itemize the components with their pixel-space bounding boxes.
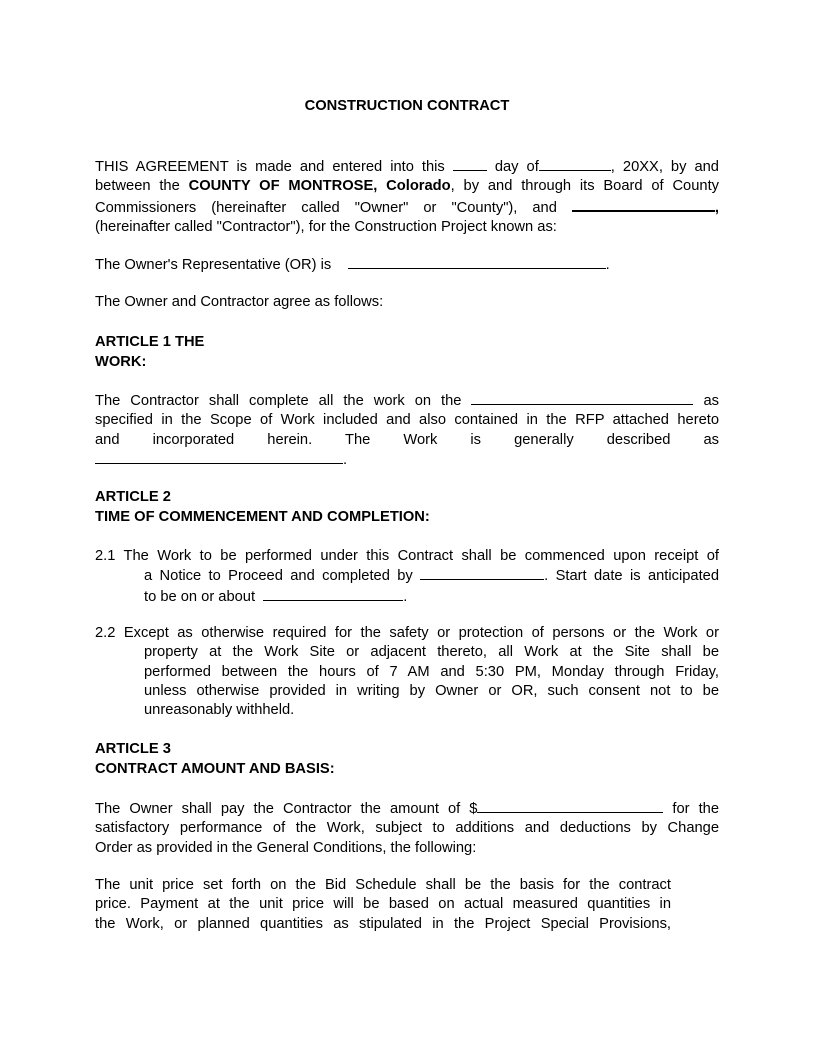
c22-line-3: performed between the hours of 7 AM and 5:30 PM, Monday through Friday, [144,663,719,680]
article-1-paragraph [95,391,719,470]
intro-line-3: Commissioners (hereinafter called "Owner" or "County"), and , [95,197,719,218]
a1-line-4: . [95,450,719,470]
contract-amount-blank[interactable] [477,799,663,813]
intro-line-2: between the COUNTY OF MONTROSE, Colorado, by and through its Board of County [95,178,719,195]
c21-line-3: to be on or about . [144,588,408,605]
article-3-paragraph-2 [95,876,671,934]
owner-rep-line: The Owner's Representative (OR) is . [95,257,610,273]
month-blank[interactable] [539,157,611,171]
a3p2-line-2: price. Payment at the unit price will be based on actual measured quantities in [95,896,671,913]
c22-line-4: unless otherwise provided in writing by Owner or OR, such consent not to be [144,682,719,699]
c22-line-1: 2.2 Except as otherwise required for the safety or protection of persons or the Work or [95,625,719,641]
intro-line-4: (hereinafter called "Contractor"), for the Construction Project known as: [95,218,557,235]
contractor-name-blank[interactable] [572,197,715,212]
a1-line-2: specified in the Scope of Work included and also contained in the RFP attached hereto [95,412,719,429]
article-3-paragraph-1 [95,799,719,858]
a1-line-3: and incorporated herein. The Work is generally described as [95,431,719,448]
a3p2-line-3: the Work, or planned quantities as stipulated in the Project Special Provisions, [95,915,671,932]
article-1-heading: ARTICLE 1 THE WORK: [95,334,205,370]
agree-line: The Owner and Contractor agree as follows: [95,294,384,310]
c21-line-1: 2.1 The Work to be performed under this Contract shall be commenced upon receipt of [95,548,719,564]
intro-line-1: THIS AGREEMENT is made and entered into this day of , 20XX, by and [95,159,719,175]
document-title: CONSTRUCTION CONTRACT [304,98,510,114]
c21-line-2: a Notice to Proceed and completed by . Start date is anticipated [144,568,719,585]
clause-2-1 [95,547,719,607]
a3-line-1: The Owner shall pay the Contractor the amount of $ for the [95,801,719,817]
day-blank[interactable] [453,157,487,171]
project-name-blank[interactable] [471,391,693,405]
start-date-blank[interactable] [263,587,403,601]
c22-line-5: unreasonably withheld. [144,702,295,719]
county-name: COUNTY OF MONTROSE, Colorado [188,178,451,195]
completion-date-blank[interactable] [420,566,544,580]
work-description-blank[interactable] [95,450,343,464]
clause-2-2 [95,624,719,720]
owner-rep-blank[interactable] [348,255,606,269]
a3p2-line-1: The unit price set forth on the Bid Schedule shall be the basis for the contract [95,877,671,893]
article-3-heading: ARTICLE 3 CONTRACT AMOUNT AND BASIS: [95,741,335,777]
a1-line-1: The Contractor shall complete all the work on the as [95,393,719,409]
a3-line-3: Order as provided in the General Conditions, the following: [95,839,477,856]
c22-line-2: property at the Work Site or adjacent thereto, all Work at the Site shall be [144,644,719,661]
article-2-heading: ARTICLE 2 TIME OF COMMENCEMENT AND COMPLETION: [95,489,430,525]
a3-line-2: satisfactory performance of the Work, subject to additions and deductions by Change [95,820,719,837]
intro-paragraph [95,157,719,237]
